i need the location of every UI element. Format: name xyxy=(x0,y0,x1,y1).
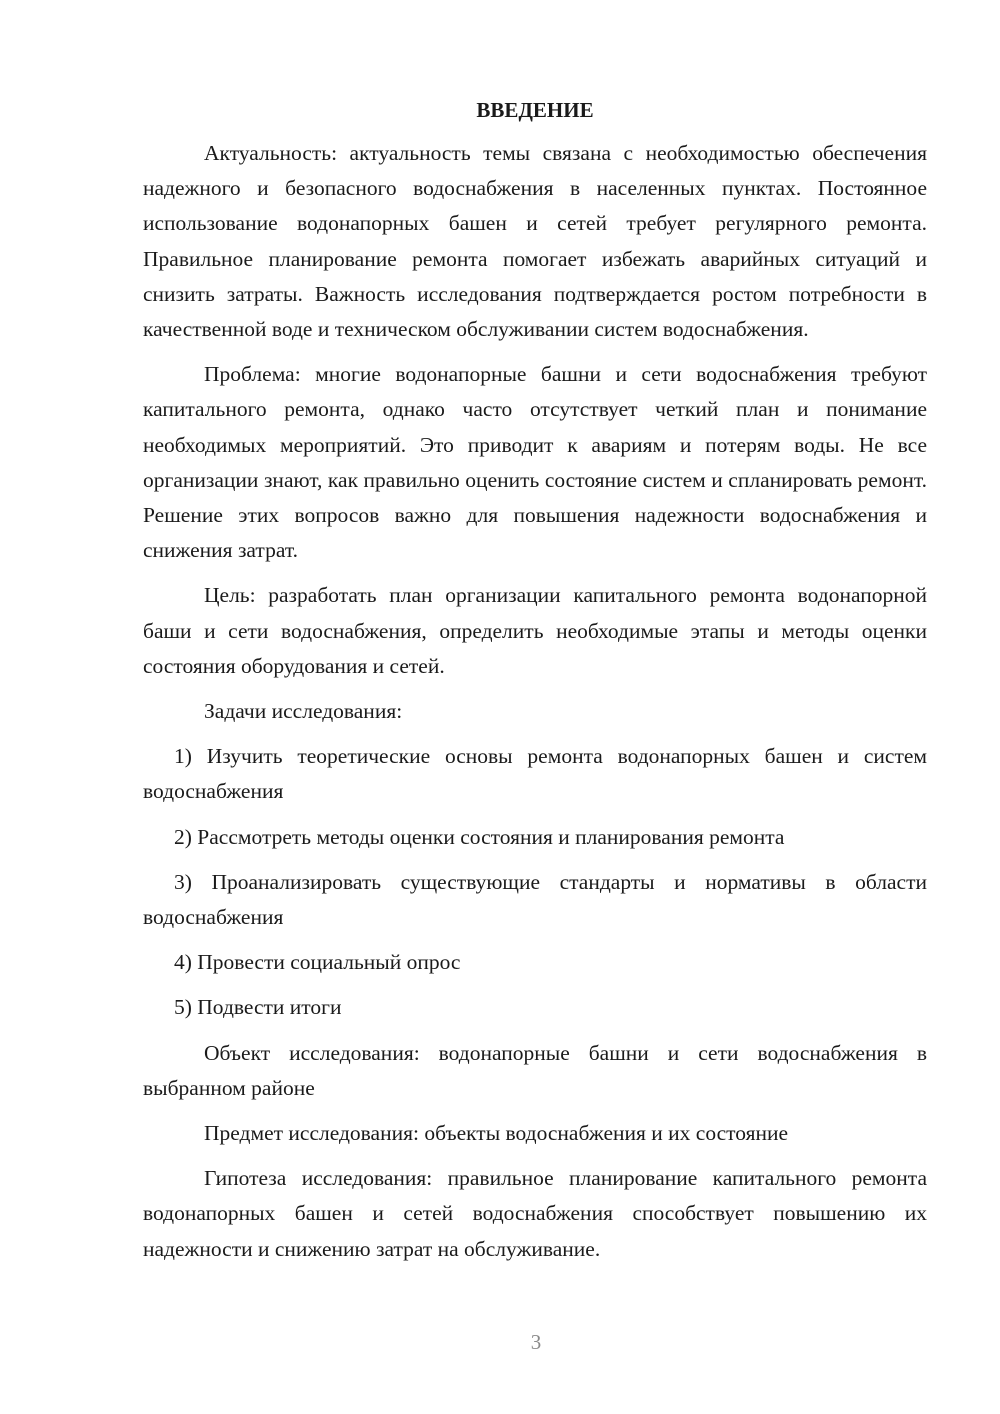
task-item-5: 5) Подвести итоги xyxy=(174,995,342,1020)
task-item-2: 2) Рассмотреть методы оценки состояния и планирования ремонта xyxy=(174,824,785,849)
task-item-4: 4) Провести социальный опрос xyxy=(174,950,461,975)
paragraph-goal: Цель: разработать план организации капитального ремонта водонапорной баши и сети водоснабжения, определить необходимые этапы и методы оценки состояния оборудования и сетей. xyxy=(143,583,927,678)
section-heading: ВВЕДЕНИЕ xyxy=(476,98,594,122)
paragraph-problem: Проблема: многие водонапорные башни и сети водоснабжения требуют капитального ремонта, однако часто отсутствует четкий план и понимание необходимых мероприятий. Это приводит к авариям и потерям воды. Не все организации знают, как правильно оценить состояние систем и спланировать ремонт. Решение этих вопросов важно для повышения надежности водоснабжения и снижения затрат. xyxy=(143,362,927,563)
paragraph-object: Объект исследования: водонапорные башни и сети водоснабжения в выбранном районе xyxy=(143,1040,927,1100)
task-item-1: 1) Изучить теоретические основы ремонта водонапорных башен и систем водоснабжения xyxy=(143,744,927,804)
paragraph-hypothesis: Гипотеза исследования: правильное планирование капитального ремонта водонапорных башен и сетей водоснабжения способствует повышению их надежности и снижению затрат на обслуживание. xyxy=(143,1166,927,1261)
page-number: 3 xyxy=(530,1330,542,1354)
page-content xyxy=(143,94,927,1277)
paragraph-subject: Предмет исследования: объекты водоснабжения и их состояние xyxy=(204,1121,789,1146)
paragraph-tasks-intro: Задачи исследования: xyxy=(204,699,403,724)
task-item-3: 3) Проанализировать существующие стандарты и нормативы в области водоснабжения xyxy=(143,869,927,930)
paragraph-relevance: Актуальность: актуальность темы связана с необходимостью обеспечения надежного и безопасного водоснабжения в населенных пунктах. Постоянное использование водонапорных башен и сетей требует регулярного ремонта. Правильное планирование ремонта помогает избежать аварийных ситуаций и снизить затраты. Важность исследования подтверждается ростом потребности в качественной воде и техническом обслуживании систем водоснабжения. xyxy=(143,141,927,342)
